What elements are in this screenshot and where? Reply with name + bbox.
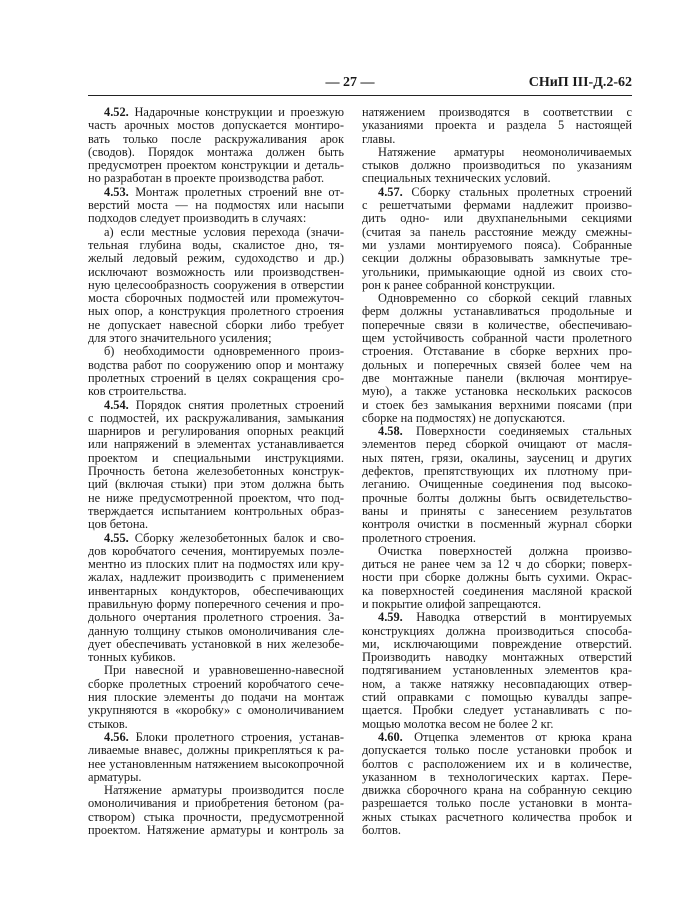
text-line [362,691,632,704]
line-text: нее установленным натяжением высокопрочной [88,756,344,771]
paragraph [88,226,344,346]
line-text: ми, исключающими повреждение отверстий. [362,636,632,651]
paragraph [88,784,344,837]
line-text: Сборку железобетонных балок и сво- [128,530,344,545]
right-column [362,106,632,837]
text-line [362,438,632,451]
text-line [362,478,632,491]
text-line [362,452,632,465]
text-line [362,292,632,305]
text-line [88,226,344,239]
line-text: элементов перед сборкой очищают от масля- [362,437,632,452]
section-number: 4.59. [378,610,403,625]
text-line [88,492,344,505]
text-line [362,744,632,757]
line-text: для этого значительного усиления; [88,331,272,346]
text-line [88,425,344,438]
line-text: не допускает навесной сборки либо требует [88,317,344,332]
section-4-59 [362,611,632,731]
line-text: поперечные связи в количестве, обеспечиваю- [362,317,632,332]
section-4-53 [88,186,344,226]
text-line [88,279,344,292]
line-text: Натяжение арматуры производится после [104,783,344,798]
line-text: указаниями проекта и раздела 5 настоящей [362,118,632,133]
text-line [362,106,632,119]
text-line [88,558,344,571]
section-number: 4.57. [378,184,403,199]
text-line [88,811,344,824]
text-line [362,465,632,478]
section-number: 4.55. [104,530,129,545]
line-text: ваны и приняты с занесением результатов [362,503,632,518]
text-line [88,212,344,225]
line-text: а) если местные условия перехода (значи- [104,224,344,239]
line-text: (считая за панель расстояние между смежны- [362,224,632,239]
text-line [88,319,344,332]
line-text: ную целесообразность сооружения в отверстии [88,277,344,292]
section-number: 4.60. [378,729,403,744]
line-text: стыков. [88,716,128,731]
line-text: леганию. Очищенные соединения под высоко- [362,477,632,492]
line-text: тверждается испытанием контрольных образ- [88,503,344,518]
line-text: моста сборочных подмостей или промежуточ- [88,291,344,306]
text-line [88,704,344,717]
text-line [88,718,344,731]
line-text: (сводов). Порядок монтажа должен быть [88,144,344,159]
text-line [88,651,344,664]
text-line [362,771,632,784]
text-line [362,532,632,545]
header-rule [88,95,632,96]
line-text: допускается только после установки пробок и [362,743,632,758]
line-text: не ниже предусмотренной проектом, что под- [88,490,344,505]
text-line [88,305,344,318]
line-text: ков строительства. [88,384,187,399]
text-line [88,452,344,465]
text-line [88,465,344,478]
line-text: с решетчатыми фермами надлежит произво- [362,198,632,213]
line-text: угольники, примыкающие одной из своих сто- [362,264,632,279]
line-text: мощью молотка весом не более 2 кг. [362,716,554,731]
paragraph [362,146,632,186]
line-text: стыков должно производиться по указаниям [362,158,632,173]
text-line [362,319,632,332]
section-4-52 [88,106,344,186]
line-text: пролетного строения. [362,530,477,545]
text-line [362,133,632,146]
line-text: шарниров и регулирования опорных реакций [88,424,344,439]
text-line [88,252,344,265]
text-line [362,718,632,731]
line-text: створом) стыка прочности, предусмотренной [88,809,344,824]
line-text: Одновременно со сборкой секций главных [378,291,632,306]
line-text: б) необходимости одновременного произ- [104,344,344,359]
line-text: указанном в технологических картах. Пере- [362,769,632,784]
line-text: вать только после раскружаливания арок [88,131,344,146]
line-text: арматуры. [88,769,142,784]
line-text: секции должны образовывать замкнутые тре- [362,251,632,266]
line-text: и покрытие олифой запрещаются. [362,596,542,611]
line-text: главы. [362,131,396,146]
text-line [88,385,344,398]
line-text: ных пятен, грязи, окалины, заусениц и других [362,450,632,465]
text-line [362,518,632,531]
text-line [362,492,632,505]
text-line [88,478,344,491]
line-text: подходов следует производить в случаях: [88,211,307,226]
line-text: цов бетона. [88,517,149,532]
line-text: Отцепка элементов от крюка крана [402,729,632,744]
text-line [88,611,344,624]
line-text: ном, а также натяжку несовпадающих отвер- [362,676,632,691]
text-line [88,784,344,797]
line-text: правильную форму поперечного сечения и про- [88,596,344,611]
text-line [362,558,632,571]
line-text: ливаемые внавес, должны прикрепляться к ра- [88,743,344,758]
text-line [88,638,344,651]
text-line [362,611,632,624]
text-line [362,811,632,824]
line-text: специальных технических условий. [362,171,551,186]
text-line [88,598,344,611]
text-line [362,824,632,837]
line-text: тельная глубина воды, скалистое дно, тя- [88,237,344,252]
paragraph [362,545,632,611]
line-text: Порядок снятия пролетных строений [128,397,344,412]
line-text: Наводка отверстий в монтируемых [402,610,632,625]
section-4-56 [88,731,344,784]
text-line [88,119,344,132]
text-line [88,345,344,358]
text-line [88,172,344,185]
line-text: щем устойчивость собранной части пролетного [362,331,632,346]
line-text: дефектов, препятствующих их плотному при- [362,464,632,479]
line-text: предусмотрен проектом конструкции и деталь- [88,158,344,173]
text-line [88,824,344,837]
text-line [362,571,632,584]
document-code: СНиП III-Д.2-62 [528,75,632,90]
text-line [362,159,632,172]
line-text: или напряжений в элементах устанавливается [88,437,344,452]
text-line [362,239,632,252]
line-text: Натяжение арматуры неомоноличиваемых [378,144,632,159]
page-number: — 27 — [325,75,375,90]
text-line [88,399,344,412]
line-text: конструкциях должна производиться способа- [362,623,632,638]
line-text: дов коробчатого сечения, монтируемых поэле- [88,543,344,558]
text-line [362,385,632,398]
text-line [88,691,344,704]
text-line [362,186,632,199]
line-text: Прочность бетона железобетонных конструк- [88,464,344,479]
text-line [362,146,632,159]
section-4-54 [88,399,344,532]
text-line [88,159,344,172]
left-column [88,106,344,837]
line-text: и стоек без замыкания верхними поясами (при [362,397,632,412]
text-line [362,505,632,518]
text-line [88,359,344,372]
text-line [362,279,632,292]
section-4-57 [362,186,632,292]
line-text: часть арочных мостов допускается монтиро- [88,118,344,133]
text-line [88,678,344,691]
text-line [88,199,344,212]
text-line [362,332,632,345]
text-line [362,545,632,558]
line-text: дольных и поперечных связей более чем на [362,357,632,372]
text-line [362,399,632,412]
section-number: 4.53. [104,184,129,199]
line-text: дует обеспечивать установкой в них железобе- [88,636,344,651]
line-text: ных опор, а конструкция пролетного строения [88,304,344,319]
line-text: данную толщину стыков омоноличивания сле- [88,623,344,638]
line-text: Надарочные конструкции и проезжую [128,105,344,119]
line-text: мую), а также установка нескольких раскосов [362,384,632,399]
text-line [362,625,632,638]
line-text: ности при сборке должны быть сухими. Окрас- [362,570,632,585]
paragraph [88,345,344,398]
text-line [88,731,344,744]
line-text: укрупняются в «коробку» с омоноличиванием [88,703,344,718]
text-line [362,359,632,372]
line-text: контроля очистки в посменный журнал сборки [362,517,632,532]
line-text: верстий моста — на подмостях или насыпи [88,198,344,213]
text-line [362,305,632,318]
paragraph [362,292,632,425]
text-line [362,704,632,717]
line-text: болтов. [362,823,401,838]
line-text: Сборку стальных пролетных строений [402,184,632,199]
line-text: Производить наводку монтажных отверстий [362,650,632,665]
line-text: две монтажные панели (включая монтируе- [362,370,632,385]
line-text: натяжением производятся в соответствии с [362,105,632,119]
line-text: пролетных строений в целях сокращения сро- [88,370,344,385]
line-text: дольного очертания пролетного строения. За- [88,610,344,625]
text-line [88,625,344,638]
text-line [362,425,632,438]
line-text: желый ледовый режим, судоходство и др.) [88,251,344,266]
section-4-55 [88,532,344,665]
line-text: жалах, надлежит производить с применением [88,570,344,585]
text-line [362,226,632,239]
text-line [362,252,632,265]
line-text: строения. Отставание в сборке верхних про- [362,344,632,359]
text-line [362,412,632,425]
line-text: но разработан в проекте производства работ. [88,171,325,186]
text-line [362,585,632,598]
text-line [362,784,632,797]
text-line [362,266,632,279]
text-line [362,199,632,212]
line-text: стий оправками с помощью кувалды запре- [362,690,632,705]
line-text: омоноличивания и приобретения бетоном (ра- [88,796,344,811]
line-text: проектом. Натяжение арматуры и контроль за [88,823,344,838]
text-line [88,532,344,545]
text-line [362,119,632,132]
text-line [88,106,344,119]
line-text: проектом и специальными инструкциями. [88,450,344,465]
text-line [88,332,344,345]
text-line [88,239,344,252]
line-text: сборке пролетных строений коробчатого сече- [88,676,344,691]
text-line [88,133,344,146]
section-4-60 [362,731,632,837]
line-text: Блоки пролетного строения, устанав- [128,729,344,744]
text-line [88,571,344,584]
line-text: Монтаж пролетных строений вне от- [128,184,344,199]
paragraph [362,106,632,146]
text-line [362,797,632,810]
line-text: ка поверхностей соединения масляной краской [362,583,632,598]
text-line [362,731,632,744]
line-text: сборке на подмостях) не допускаются. [362,410,566,425]
section-number: 4.56. [104,729,129,744]
line-text: тонных кубиков. [88,650,176,665]
text-line [88,771,344,784]
line-text: ментно из плоских плит на подмостях или кру- [88,557,344,572]
text-line [88,292,344,305]
text-line [362,172,632,185]
text-line [88,664,344,677]
text-line [362,638,632,651]
text-line [362,598,632,611]
text-line [362,212,632,225]
text-line [362,345,632,358]
text-line [362,678,632,691]
text-line [88,266,344,279]
text-line [362,664,632,677]
text-line [88,505,344,518]
paragraph [88,664,344,730]
text-line [88,758,344,771]
line-text: Поверхности соединяемых стальных [402,424,632,439]
text-line [88,585,344,598]
text-line [88,744,344,757]
text-line [88,146,344,159]
line-text: рон к ранее собранной конструкции. [362,277,556,292]
line-text: прочные болты должны быть освидетельство- [362,490,632,505]
text-line [362,758,632,771]
line-text: инвентарных кондукторов, обеспечивающих [88,583,344,598]
text-line [88,186,344,199]
text-line [362,372,632,385]
line-text: болтов с расположением их и в количестве, [362,756,632,771]
line-text: ций (включая стыки) при этом должна быть [88,477,344,492]
text-line [88,518,344,531]
line-text: щается. Пробки следует устанавливать с по- [362,703,632,718]
section-number: 4.58. [378,424,403,439]
line-text: водства работ по сооружению опор и монтажу [88,357,344,372]
text-line [362,651,632,664]
line-text: ния плоские элементы до подачи на монтаж [88,690,344,705]
line-text: жных стыках расчетного количества пробок и [362,809,632,824]
line-text: ми узлами монтируемого пояса). Собранные [362,237,632,252]
line-text: ферм должны устанавливаться продольные и [362,304,632,319]
text-line [88,438,344,451]
line-text: движка сборочного крана на собранную секцию [362,783,632,798]
line-text: При навесной и уравновешенно-навесной [104,663,344,678]
text-line [88,545,344,558]
line-text: дить одно- или двухпанельными секциями [362,211,632,226]
section-4-58 [362,425,632,545]
line-text: диться не ранее чем за 12 ч до сборки; поверх- [362,557,632,572]
text-line [88,372,344,385]
text-line [88,412,344,425]
line-text: разрешается только после установки в монта- [362,796,632,811]
line-text: подтягиванием установленных элементов кра- [362,663,632,678]
section-number: 4.52. [104,105,129,119]
line-text: исключают возможность или производствен- [88,264,344,279]
line-text: с подмостей, их раскружаливания, замыкания [88,410,344,425]
section-number: 4.54. [104,397,129,412]
line-text: Очистка поверхностей должна произво- [378,543,632,558]
text-line [88,797,344,810]
